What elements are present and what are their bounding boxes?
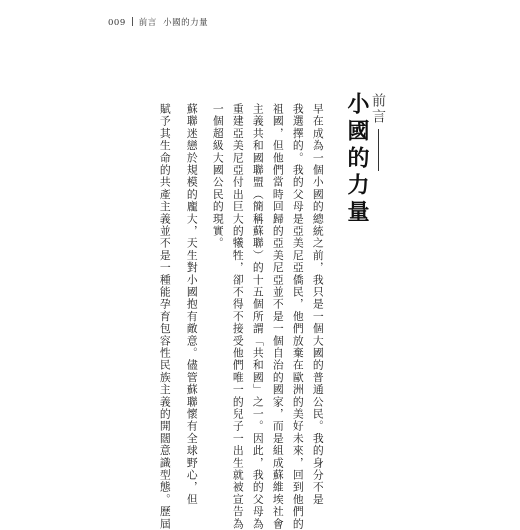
body-line: 早在成為一個小國的總統之前，我只是一個大國的普通公民。我的身分不是 <box>311 103 325 506</box>
chapter-title: 小國的力量 <box>344 92 370 227</box>
page-number: 009 <box>108 18 126 28</box>
preface-label-text: 前言 <box>370 93 386 125</box>
preface-rule <box>378 129 379 171</box>
header-title: 小國的力量 <box>163 18 209 28</box>
body-line: 我選擇的。我的父母是亞美尼亞僑民，他們放棄在歐洲的美好未來，回到他們的 <box>291 103 305 530</box>
body-line: 一個超級大國公民的現實。 <box>211 103 225 250</box>
header-section: 前言 <box>138 18 157 28</box>
header-divider <box>132 17 133 26</box>
body-line: 賦予其生命的共產主義並不是一種能孕育包容性民族主義的開闊意識型態。歷屆 <box>158 103 172 530</box>
body-line: 祖國，但他們當時回歸的亞美尼亞並不是一個自治的國家，而是組成蘇維埃社會 <box>271 103 285 530</box>
body-line: 蘇聯迷戀於規模的龐大，天生對小國抱有敵意。儘管蘇聯懷有全球野心，但 <box>185 103 199 506</box>
body-line: 主義共和國聯盟（簡稱蘇聯）的十五個所謂「共和國」之一。因此，我的父母為 <box>251 103 265 530</box>
body-line: 重建亞美尼亞付出巨大的犧牲，卻不得不接受他們唯一的兒子一出生就被宣告為 <box>231 103 245 530</box>
running-header <box>108 16 208 28</box>
